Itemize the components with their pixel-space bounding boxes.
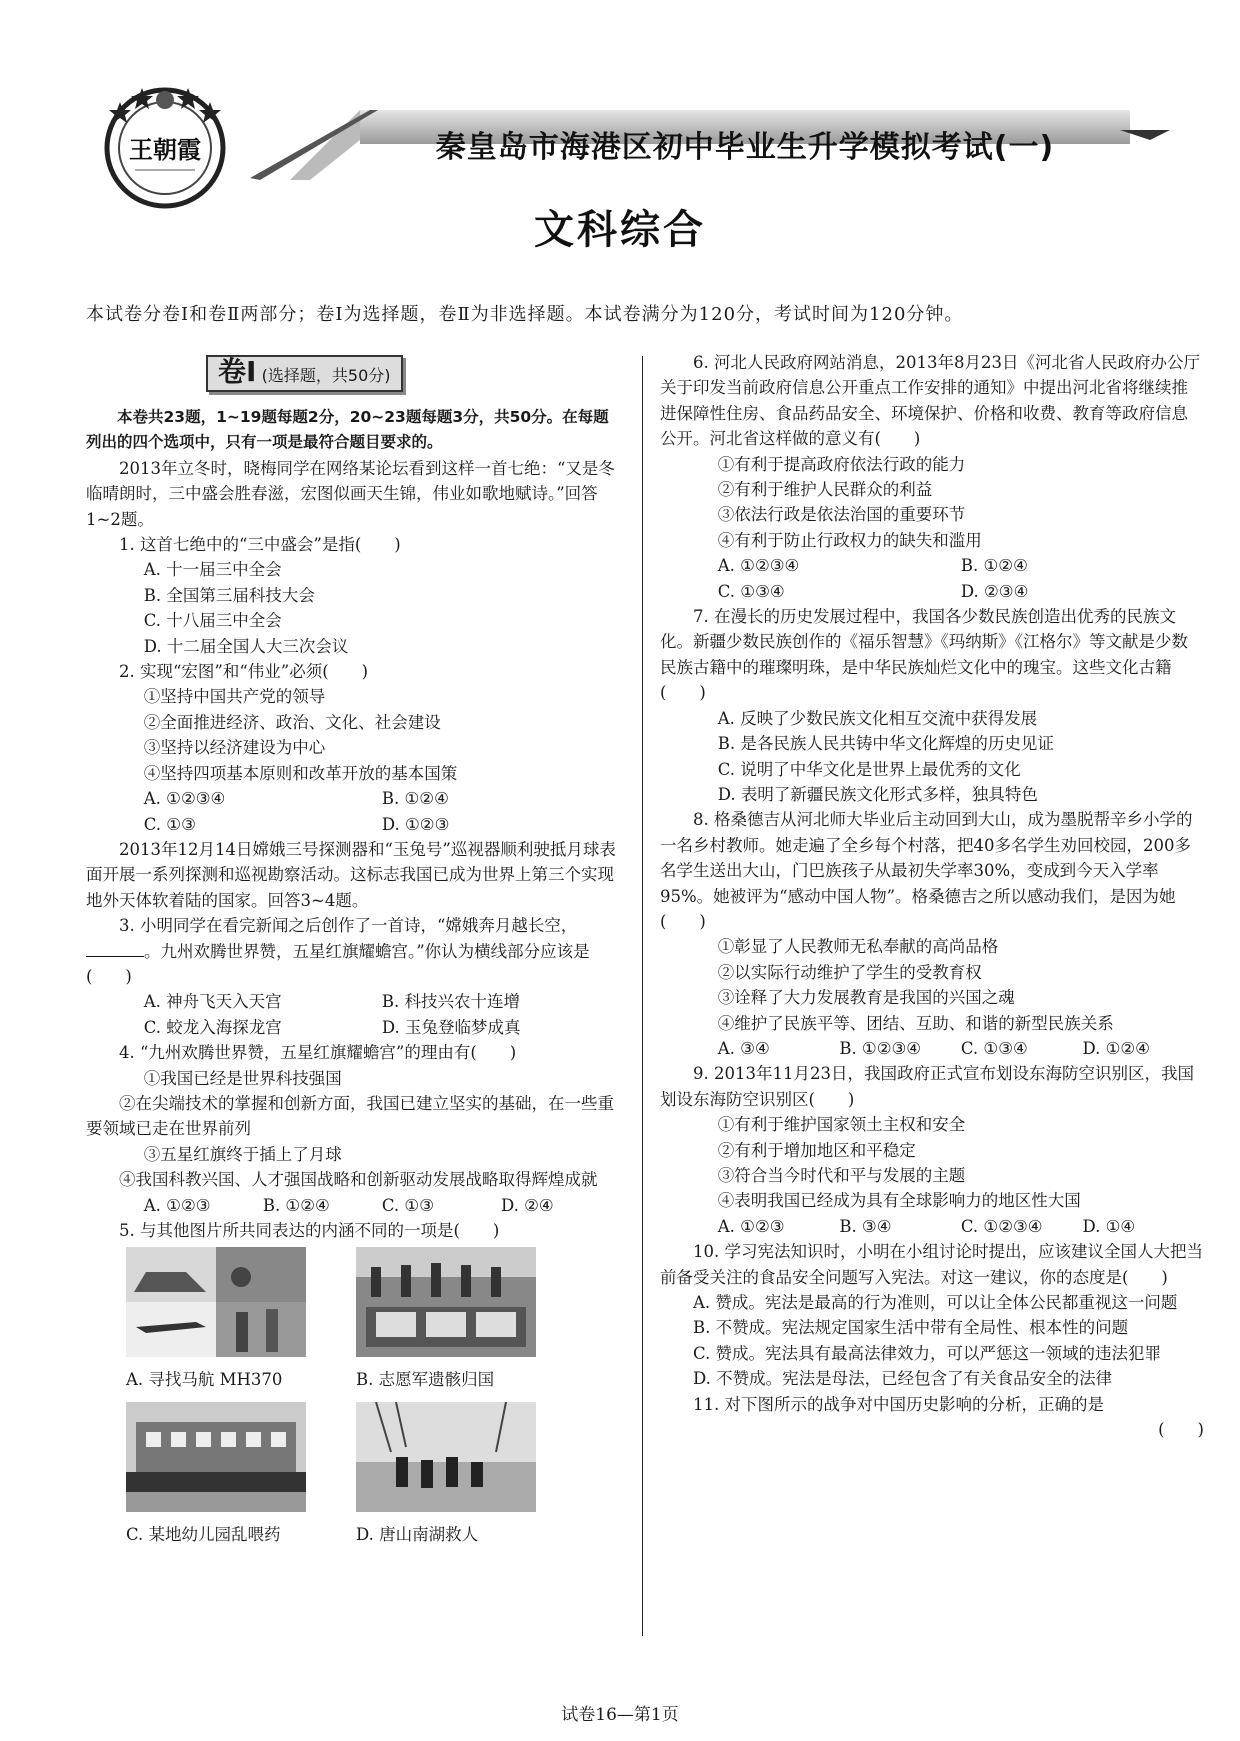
q3-stem-b: 。九州欢腾世界赞，五星红旗耀蟾宫。”你认为横线部分应该是( ) xyxy=(86,941,590,986)
q6-item-3: ③依法行政是依法治国的重要环节 xyxy=(717,505,966,525)
q6-option-d: D. ②③④ xyxy=(960,581,1029,601)
q4-item-2: ②在尖端技术的掌握和创新方面，我国已建立坚实的基础，在一些重要领域已走在世界前列 xyxy=(86,1093,614,1139)
q9-item-4: ④表明我国已经成为具有全球影响力的地区性大国 xyxy=(717,1191,1081,1211)
q10-option-d: D. 不赞成。宪法是母法，已经包含了有关食品安全的法律 xyxy=(693,1369,1113,1389)
q3-options-row1 xyxy=(86,989,620,1014)
q2-item-1: ①坚持中国共产党的领导 xyxy=(143,687,326,707)
exam-intro: 本试卷分卷Ⅰ和卷Ⅱ两部分；卷Ⅰ为选择题，卷Ⅱ为非选择题。本试卷满分为120分，考试时间为120分钟。 xyxy=(86,304,964,325)
q6-options-row2 xyxy=(660,579,1204,604)
q3-blank xyxy=(86,956,144,957)
q5-option-c: C. 某地幼儿园乱喂药 xyxy=(126,1524,281,1544)
q5-stem: 5. 与其他图片所共同表达的内涵不同的一项是( ) xyxy=(119,1221,500,1240)
page-footer: 试卷16—第1页 xyxy=(561,1705,679,1725)
q1-option-b: B. 全国第三届科技大会 xyxy=(143,585,315,605)
q11-stem: 11. 对下图所示的战争对中国历史影响的分析，正确的是 xyxy=(693,1394,1104,1414)
publisher-logo-seal xyxy=(100,80,230,210)
q9-option-c: C. ①②③④ xyxy=(960,1216,1043,1236)
q2-options-row2 xyxy=(86,812,620,837)
q2-option-c: C. ①③ xyxy=(143,814,196,834)
q1-stem: 1. 这首七绝中的“三中盛会”是指( ) xyxy=(119,535,401,555)
passage-1: 2013年立冬时，晓梅同学在网络某论坛看到这样一首七绝：“又是冬临晴朗时，三中盛会胜春滋，宏图似画天生锦，伟业如歌地赋诗。”回答1~2题。 xyxy=(86,458,615,529)
section-label: 卷Ⅰ xyxy=(218,355,257,388)
q10-stem: 10. 学习宪法知识时，小明在小组讨论时提出，应该建议全国人大把当前备受关注的食品安全问题写入宪法。对这一建议，你的态度是( ) xyxy=(660,1242,1203,1287)
q6-stem: 6. 河北人民政府网站消息，2013年8月23日《河北省人民政府办公厅关于印发当前政府信息公开重点工作安排的通知》中提出河北省将继续推进保障性住房、食品药品安全、环境保护、价格和收费、教育等政府信息公开。河北省这样做的意义有( ) xyxy=(660,353,1200,449)
q3-option-d: D. 玉兔登临梦成真 xyxy=(381,1017,521,1037)
q6-option-c: C. ①③④ xyxy=(717,581,785,601)
q9-options xyxy=(660,1214,1204,1239)
q7-option-d: D. 表明了新疆民族文化形式多样，独具特色 xyxy=(717,784,1038,804)
q2-item-4: ④坚持四项基本原则和改革开放的基本国策 xyxy=(143,763,458,783)
q8-item-3: ③诠释了大力发展教育是我国的兴国之魂 xyxy=(717,988,1015,1008)
q9-item-3: ③符合当今时代和平与发展的主题 xyxy=(717,1166,966,1185)
section-sub: (选择题，共50分) xyxy=(261,366,391,385)
q4-stem: 4. “九州欢腾世界赞，五星红旗耀蟾宫”的理由有( ) xyxy=(119,1043,517,1063)
q2-item-2: ②全面推进经济、政治、文化、社会建设 xyxy=(143,712,441,732)
q5-option-a: A. 寻找马航 MH370 xyxy=(126,1369,283,1389)
q3-options-row2 xyxy=(86,1015,620,1040)
q6-item-2: ②有利于维护人民群众的利益 xyxy=(717,480,933,500)
soldiers-ceremony-photo xyxy=(356,1247,536,1357)
q9-stem: 9. 2013年11月23日，我国政府正式宣布划设东海防空识别区，我国划设东海防空识别区( ) xyxy=(660,1064,1194,1109)
q5-option-d: D. 唐山南湖救人 xyxy=(356,1524,479,1544)
q4-option-a: A. ①②③ xyxy=(143,1195,211,1215)
q8-option-c: C. ①③④ xyxy=(960,1038,1028,1058)
q6-item-1: ①有利于提高政府依法行政的能力 xyxy=(717,454,966,474)
exam-title: 秦皇岛市海港区初中毕业生升学模拟考试(一) xyxy=(435,130,1055,165)
q7-option-b: B. 是各民族人民共铸中华文化辉煌的历史见证 xyxy=(717,734,1054,754)
q2-option-b: B. ①②④ xyxy=(381,789,449,809)
q8-stem: 8. 格桑德吉从河北师大毕业后主动回到大山，成为墨脱帮辛乡小学的一名乡村教师。她走遍了全乡每个村落，把40多名学生劝回校园，200多名学生送出大山，门巴族孩子从最初失学率30%，变成到今天入学率95%。她被评为“感动中国人物”。格桑德吉之所以感动我们，是因为她( ) xyxy=(660,810,1193,931)
q8-item-4: ④维护了民族平等、团结、互助、和谐的新型民族关系 xyxy=(717,1013,1114,1033)
ship-and-plane-photo xyxy=(126,1247,306,1357)
q8-option-b: B. ①②③④ xyxy=(839,1038,922,1058)
q3-option-c: C. 蛟龙入海探龙宫 xyxy=(143,1017,282,1037)
q5-option-b: B. 志愿军遗骸归国 xyxy=(356,1369,495,1389)
q7-option-a: A. 反映了少数民族文化相互交流中获得发展 xyxy=(717,708,1038,728)
q2-item-3: ③坚持以经济建设为中心 xyxy=(143,738,326,758)
q4-options xyxy=(86,1193,620,1218)
q9-option-d: D. ①④ xyxy=(1082,1216,1136,1236)
kindergarten-photo xyxy=(126,1402,306,1512)
q4-option-d: D. ②④ xyxy=(500,1195,554,1215)
lake-rescue-photo xyxy=(356,1402,536,1512)
q6-option-a: A. ①②③④ xyxy=(717,556,800,576)
passage-2: 2013年12月14日嫦娥三号探测器和“玉兔号”巡视器顺利驶抵月球表面开展一系列探测和巡视勘察活动。这标志我国已成为世界上第三个实现地外天体软着陆的国家。回答3~4题。 xyxy=(86,839,616,910)
q8-item-2: ②以实际行动维护了学生的受教育权 xyxy=(717,962,982,982)
q3-stem-a: 3. 小明同学在看完新闻之后创作了一首诗，“嫦娥奔月越长空， xyxy=(119,916,578,936)
q10-option-b: B. 不赞成。宪法规定国家生活中带有全局性、根本性的问题 xyxy=(693,1318,1129,1338)
column-divider xyxy=(642,356,643,1636)
q4-option-c: C. ①③ xyxy=(381,1195,434,1215)
logo-text: 王朝霞 xyxy=(129,135,201,164)
q3-stem xyxy=(86,913,620,989)
q2-stem: 2. 实现“宏图”和“伟业”必须( ) xyxy=(119,662,369,682)
q5-pictures xyxy=(126,1247,556,1555)
instructions: 本卷共23题，1~19题每题2分，20~23题每题3分，共50分。在每题列出的四个选项中，只有一项是最符合题目要求的。 xyxy=(86,408,609,452)
q7-option-c: C. 说明了中华文化是世界上最优秀的文化 xyxy=(717,759,1021,779)
q1-option-a: A. 十一届三中全会 xyxy=(143,560,282,580)
q10-option-c: C. 赞成。宪法具有最高法律效力，可以严惩这一领域的违法犯罪 xyxy=(693,1343,1162,1363)
q6-option-b: B. ①②④ xyxy=(960,556,1028,576)
left-column xyxy=(86,355,620,1555)
q1-option-d: D. 十二届全国人大三次会议 xyxy=(143,636,349,656)
q2-option-a: A. ①②③④ xyxy=(143,789,226,809)
q4-item-4: ④我国科教兴国、人才强国战略和创新驱动发展战略取得辉煌成就 xyxy=(119,1170,598,1190)
section-heading xyxy=(206,355,620,397)
q1-option-c: C. 十八届三中全会 xyxy=(143,611,282,631)
q4-item-3: ③五星红旗终于插上了月球 xyxy=(143,1144,342,1164)
q4-item-1: ①我国已经是世界科技强国 xyxy=(143,1068,342,1088)
q3-option-a: A. 神舟飞天入天宫 xyxy=(143,992,282,1012)
q8-item-1: ①彰显了人民教师无私奉献的高尚品格 xyxy=(717,937,999,957)
q11-answer-paren: ( ) xyxy=(1158,1420,1204,1440)
q4-option-b: B. ①②④ xyxy=(262,1195,330,1215)
q8-options xyxy=(660,1036,1204,1061)
q9-item-1: ①有利于维护国家领土主权和安全 xyxy=(717,1115,966,1135)
q6-options-row1 xyxy=(660,553,1204,578)
q9-option-a: A. ①②③ xyxy=(717,1216,785,1236)
q6-item-4: ④有利于防止行政权力的缺失和滥用 xyxy=(717,530,982,550)
q9-item-2: ②有利于增加地区和平稳定 xyxy=(717,1140,916,1160)
subject-title: 文科综合 xyxy=(534,207,706,253)
q3-option-b: B. 科技兴农十连增 xyxy=(381,992,520,1012)
q7-stem: 7. 在漫长的历史发展过程中，我国各少数民族创造出优秀的民族文化。新疆少数民族创作的《福乐智慧》《玛纳斯》《江格尔》等文献是少数民族古籍中的璀璨明珠，是中华民族灿烂文化中的瑰宝。这些文化古籍( ) xyxy=(660,607,1188,703)
q8-option-d: D. ①②④ xyxy=(1082,1038,1150,1058)
q2-option-d: D. ①②③ xyxy=(381,814,450,834)
right-column xyxy=(660,350,1204,1442)
q9-option-b: B. ③④ xyxy=(839,1216,892,1236)
q8-option-a: A. ③④ xyxy=(717,1038,770,1058)
q10-option-a: A. 赞成。宪法是最高的行为准则，可以让全体公民都重视这一问题 xyxy=(693,1293,1178,1313)
q2-options-row1 xyxy=(86,786,620,811)
